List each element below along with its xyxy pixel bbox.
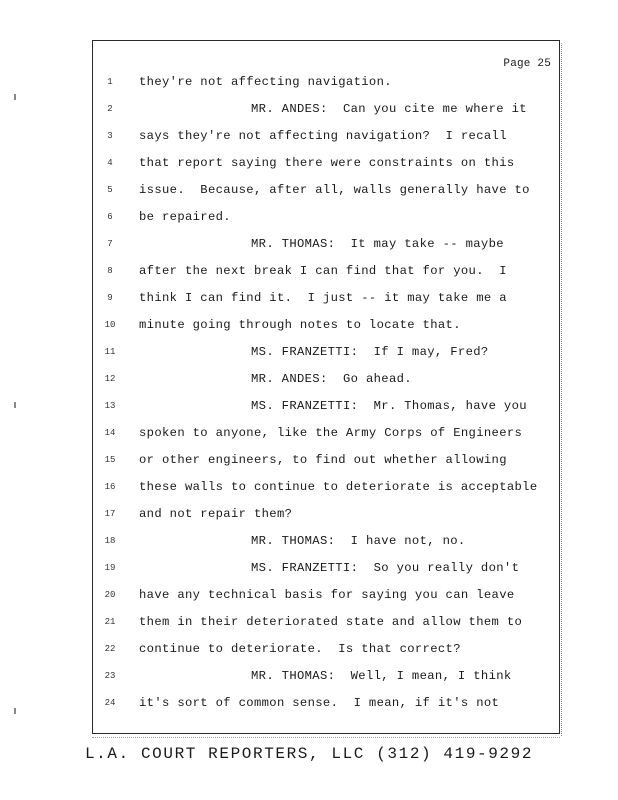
transcript-page <box>92 40 560 734</box>
line-number: 5 <box>107 185 113 195</box>
margin-mark <box>14 402 16 408</box>
transcript-line <box>93 615 559 642</box>
line-text: it's sort of common sense. I mean, if it's not <box>139 696 500 710</box>
line-text: MR. THOMAS: Well, I mean, I think <box>251 669 512 683</box>
line-number: 23 <box>104 671 116 681</box>
transcript-line <box>93 264 559 291</box>
line-number: 16 <box>104 482 116 492</box>
margin-mark <box>14 708 16 714</box>
transcript-line <box>93 156 559 183</box>
line-text: them in their deteriorated state and allow them to <box>139 615 523 629</box>
line-text: they're not affecting navigation. <box>139 75 392 89</box>
transcript-line <box>93 183 559 210</box>
line-text: and not repair them? <box>139 507 293 521</box>
line-number: 7 <box>107 239 113 249</box>
line-number: 12 <box>104 374 116 384</box>
line-number: 22 <box>104 644 116 654</box>
line-number: 14 <box>104 428 116 438</box>
transcript-line <box>93 480 559 507</box>
line-number: 8 <box>107 266 113 276</box>
line-number: 10 <box>104 320 116 330</box>
line-text: be repaired. <box>139 210 231 224</box>
line-number: 24 <box>104 698 116 708</box>
line-number: 3 <box>107 131 113 141</box>
footer-reporter-info: L.A. COURT REPORTERS, LLC (312) 419-9292 <box>84 745 534 763</box>
transcript-line <box>93 588 559 615</box>
transcript-line <box>93 642 559 669</box>
transcript-line <box>93 102 559 129</box>
line-text: think I can find it. I just -- it may take me a <box>139 291 507 305</box>
transcript-line <box>93 291 559 318</box>
line-number: 15 <box>104 455 116 465</box>
margin-mark <box>14 94 16 100</box>
line-text: have any technical basis for saying you can leave <box>139 588 515 602</box>
transcript-line <box>93 318 559 345</box>
line-number: 6 <box>107 212 113 222</box>
line-text: continue to deteriorate. Is that correct? <box>139 642 461 656</box>
line-number: 13 <box>104 401 116 411</box>
line-text: MS. FRANZETTI: Mr. Thomas, have you <box>251 399 527 413</box>
transcript-line <box>93 507 559 534</box>
line-text: says they're not affecting navigation? I recall <box>139 129 507 143</box>
line-text: or other engineers, to find out whether allowing <box>139 453 507 467</box>
line-number: 17 <box>104 509 116 519</box>
transcript-line <box>93 669 559 696</box>
line-text: MS. FRANZETTI: So you really don't <box>251 561 520 575</box>
line-text: MS. FRANZETTI: If I may, Fred? <box>251 345 489 359</box>
line-text: MR. ANDES: Can you cite me where it <box>251 102 527 116</box>
line-text: MR. THOMAS: It may take -- maybe <box>251 237 504 251</box>
transcript-line <box>93 534 559 561</box>
line-number: 11 <box>104 347 116 357</box>
transcript-lines <box>93 75 559 723</box>
line-number: 21 <box>104 617 116 627</box>
transcript-line <box>93 129 559 156</box>
line-text: MR. ANDES: Go ahead. <box>251 372 412 386</box>
line-number: 18 <box>104 536 116 546</box>
transcript-line <box>93 75 559 102</box>
line-number: 1 <box>107 77 113 87</box>
transcript-line <box>93 561 559 588</box>
line-text: MR. THOMAS: I have not, no. <box>251 534 466 548</box>
page-number: Page 25 <box>503 58 551 70</box>
line-number: 20 <box>104 590 116 600</box>
line-text: issue. Because, after all, walls generally have to <box>139 183 530 197</box>
transcript-line <box>93 237 559 264</box>
line-text: after the next break I can find that for you. I <box>139 264 507 278</box>
transcript-line <box>93 696 559 723</box>
footer-rule <box>92 737 560 738</box>
line-number: 9 <box>107 293 113 303</box>
transcript-line <box>93 372 559 399</box>
line-number: 4 <box>107 158 113 168</box>
line-text: these walls to continue to deteriorate is acceptable <box>139 480 538 494</box>
transcript-line <box>93 453 559 480</box>
transcript-line <box>93 399 559 426</box>
transcript-line <box>93 426 559 453</box>
line-number: 19 <box>104 563 116 573</box>
transcript-line <box>93 345 559 372</box>
line-text: that report saying there were constraints on this <box>139 156 515 170</box>
transcript-line <box>93 210 559 237</box>
line-text: spoken to anyone, like the Army Corps of Engineers <box>139 426 523 440</box>
line-number: 2 <box>107 104 113 114</box>
line-text: minute going through notes to locate that. <box>139 318 461 332</box>
